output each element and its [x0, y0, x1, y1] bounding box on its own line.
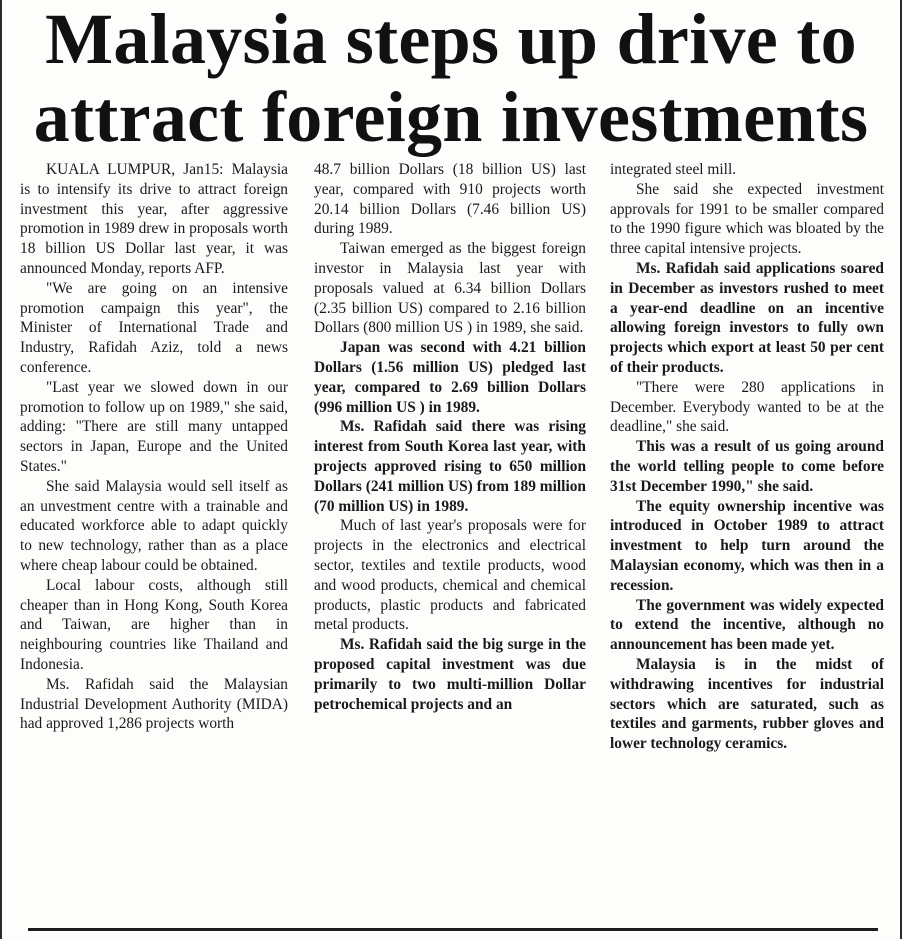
article-column-1	[20, 160, 288, 912]
headline-line-2: attract foreign investments	[33, 77, 869, 157]
headline-line-1: Malaysia steps up drive to	[45, 0, 857, 79]
bottom-rule	[28, 928, 878, 931]
paragraph: Ms. Rafidah said the big surge in the proposed capital investment was due primarily to two multi-million Dollar petrochemical projects and an	[314, 636, 586, 713]
paragraph: Malaysia is in the midst of withdrawing incentives for industrial sectors which are saturated, such as textiles and garments, rubber gloves and lower technology ceramics.	[610, 655, 884, 753]
article-column-2	[314, 160, 586, 912]
paragraph: Taiwan emerged as the biggest foreign investor in Malaysia last year with proposals valued at 6.34 billion Dollars (2.35 billion US) compared to 2.16 billion Dollars (800 million US ) in 1989, she said.	[314, 240, 586, 337]
paragraph: Japan was second with 4.21 billion Dollars (1.56 million US) pledged last year, compared to 2.69 billion Dollars (996 million US ) in 1989.	[314, 339, 586, 416]
paragraph: 48.7 billion Dollars (18 billion US) last year, compared with 910 projects worth 20.14 billion Dollars (7.46 billion US) during 1989.	[314, 161, 586, 238]
paragraph: The equity ownership incentive was introduced in October 1989 to attract investment to help turn around the Malaysian economy, which was then in a recession.	[610, 497, 884, 594]
paragraph: KUALA LUMPUR, Jan15: Malaysia is to intensify its drive to attract foreign investment this year, after aggressive promotion in 1989 drew in proposals worth 18 billion US Dollar last year, it was announced Monday, reports AFP.	[20, 161, 288, 277]
paragraph: The government was widely expected to extend the incentive, although no announcement has been made yet.	[610, 596, 884, 654]
paragraph: "There were 280 applications in December. Everybody wanted to be at the deadline," she said.	[610, 378, 884, 436]
paragraph: Local labour costs, although still cheaper than in Hong Kong, South Korea and Taiwan, are higher than in neighbouring countries like Thailand and Indonesia.	[20, 576, 288, 673]
paragraph: Much of last year's proposals were for projects in the electronics and electrical sector, textiles and textile products, wood and wood products, chemical and chemical products, plastic products and fabricated metal products.	[314, 517, 586, 634]
paragraph: She said she expected investment approvals for 1991 to be smaller compared to the 1990 figure which was bloated by the three capital intensive projects.	[610, 180, 884, 258]
paragraph: integrated steel mill.	[610, 161, 737, 178]
paragraph: "We are going on an intensive promotion campaign this year", the Minister of International Trade and Industry, Rafidah Aziz, told a news conference.	[20, 279, 288, 376]
paragraph: "Last year we slowed down in our promotion to follow up on 1989," she said, adding: "There are still many untapped sectors in Japan, Europe and the United States."	[20, 378, 288, 475]
paragraph: She said Malaysia would sell itself as an unvestment centre with a trainable and educated workforce able to adapt quickly to new technology, rather than as a place where cheap labour could be obtained.	[20, 477, 288, 574]
article-column-3	[610, 160, 884, 912]
paragraph: Ms. Rafidah said there was rising interest from South Korea last year, with projects approved rising to 650 million Dollars (241 million US) from 189 million (70 million US) in 1989.	[314, 418, 586, 515]
paragraph: This was a result of us going around the world telling people to come before 31st December 1990," she said.	[610, 438, 884, 495]
paragraph: Ms. Rafidah said applications soared in December as investors rushed to meet a year-end deadline on an incentive allowing foreign investors to fully own projects which export at least 50 per cent of their products.	[610, 259, 884, 376]
paragraph: Ms. Rafidah said the Malaysian Industrial Development Authority (MIDA) had approved 1,286 projects worth	[20, 675, 288, 733]
